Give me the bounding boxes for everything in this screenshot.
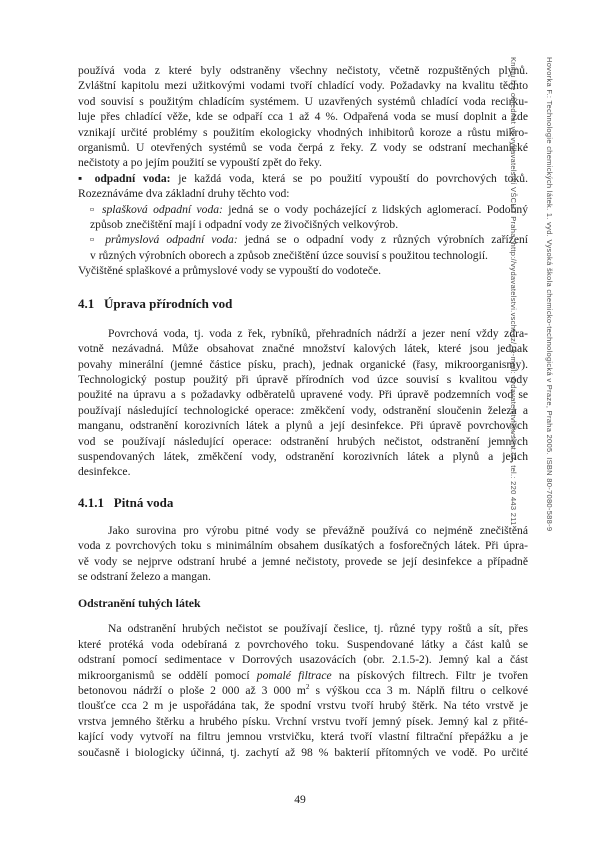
text-line: způsob znečištění mají i odpadní vody ze živočišných velkovýrob. bbox=[90, 218, 399, 232]
text-line: betonovou nádrží o ploše 2 000 až 3 000 $m^2$ s výškou cca 3 m. Náplň filtru o celkové bbox=[78, 683, 528, 697]
subbullet-sewage-water bbox=[78, 202, 528, 233]
text-line: Jako surovina pro výrobu pitné vody se převážně používá co nejméně znečištěná bbox=[108, 523, 528, 537]
text-line: kající vody vytvoří na filtru jemnou vrstvičku, která tvoří vlastní filtrační přepážku a je bbox=[78, 730, 528, 744]
text-line: ▫ průmyslová odpadní voda: jedná se o odpadní vody z různých výrobních zařízení bbox=[90, 233, 528, 247]
text-line: voda z povrchových toku s minimálním obsahem dusíkatých a fosforečných látek. Při úpra- bbox=[78, 539, 528, 553]
section-heading-4-1-1: 4.1.1 Pitná voda bbox=[78, 494, 174, 510]
subbullet-industrial-water bbox=[78, 232, 528, 263]
text-line: vznikají určité problémy s použitím ekologicky vhodných inhibitorů koroze a růstu mikro- bbox=[78, 125, 528, 139]
citation-line-2: Knihu lze objednat ve vydavatelství VŠCHT Praha, http://vydavatelstvi.vscht.cz/, e-mail: vydavatelstvi@vscht.cz, tel.: 220 443 211 bbox=[509, 57, 518, 526]
text-line: Povrchová voda, tj. voda z řek, rybníků, přehradních nádrží a jezer není vždy zdra- bbox=[108, 326, 528, 340]
text-line: odstraní pomocí sedimentace v Dorrových usazovácích (obr. 2.1.5-2). Jemný kal a část bbox=[78, 653, 528, 667]
text-line: mikroorganismů se oddělí pomocí pomalé filtrace na pískových filtrech. Filtr je tvořen bbox=[78, 668, 529, 682]
section-heading-4-1: 4.1 Úprava přírodních vod bbox=[78, 295, 233, 311]
text-line: Zvláštní kapitolu mezi užitkovými vodami tvoří chladící vody. Požadavky na kvalitu těchto bbox=[78, 79, 528, 93]
text-line: luje přes chladící věže, kde se odpaří cca 1 až 4 %. Odpařená voda se musí doplnit a zde bbox=[78, 110, 528, 124]
text-line: vě vody se nejprve odstraní hrubé a jemné nečistoty, provede se její desinfekce a případně bbox=[78, 554, 528, 568]
text-line: manganu, odstranění korozivních látek a plynů a její desinfekce. Při úpravě povrchových bbox=[78, 419, 528, 433]
text-line: Technologický postup použitý při úpravě přírodních vod úzce souvisí s kvalitou vody bbox=[78, 372, 528, 386]
text-line: votně nezávadná. Může obsahovat značné množství kalových látek, které jsou jednak bbox=[78, 342, 528, 356]
citation-sidebar bbox=[483, 57, 579, 531]
paragraph-filtration bbox=[78, 621, 528, 760]
text-line: používají následující technologické operace: změkčení vody, odstranění sloučenin železa a bbox=[78, 403, 528, 417]
text-line: které protéká voda odebíraná z povrchového toku. Suspendované látky a část kalů se bbox=[78, 637, 528, 651]
text-line: suspendovaných látek, změkčení vody, odstranění korozivních látek a plynů a jejich bbox=[78, 449, 528, 463]
paragraph-drinking-water bbox=[78, 523, 528, 585]
paragraph-treated-water bbox=[78, 263, 528, 278]
text-line: tloušťce cca 2 m je uspořádána tak, že spodní vrstvu tvoří hrubý štěrk. Na této vrstvě je bbox=[78, 699, 528, 713]
citation-line-1: Hovorka F.: Technologie chemických látek. 1. vyd. Vysoká škola chemicko-technologická v Praze, Praha 2005. ISBN 80-7080-588-9 bbox=[545, 57, 554, 532]
text-line: používá voda z které byly odstraněny všechny nečistoty, včetně rozpuštěných plynů. bbox=[78, 64, 528, 77]
text-line: Rozeznáváme dva základní druhy těchto vod: bbox=[78, 187, 290, 201]
text-line: se odstraní železo a mangan. bbox=[78, 569, 211, 583]
text-line: nečistoty a po jejím použití se vypouští zpět do řeky. bbox=[78, 156, 322, 170]
text-line: ▪ odpadní voda: je každá voda, která se po použití vypouští do povrchových toků. bbox=[78, 171, 528, 185]
page-content bbox=[78, 63, 528, 760]
paragraph-surface-water bbox=[78, 326, 528, 480]
text-line: v různých výrobních oborech a způsob znečištění úzce souvisí s použitou technologií. bbox=[90, 248, 488, 262]
text-line: Vyčištěné splaškové a průmyslové vody se vypouští do vodoteče. bbox=[78, 264, 381, 278]
text-line: použité na úpravu a s požadavky odběratelů upravené vody. Při úpravě podzemních vod se bbox=[78, 388, 528, 402]
text-line: organismů. U otevřených systémů se voda čerpá z řeky. Z vody se odstraní mechanické bbox=[78, 141, 528, 155]
text-line: desinfekce. bbox=[78, 465, 131, 479]
superscript: 2 bbox=[305, 683, 310, 692]
subheading-solids-removal: Odstranění tuhých látek bbox=[78, 596, 201, 611]
text-line: vod souvisí s použitým chladícím systémem. U uzavřených systémů chladící voda recirku- bbox=[78, 94, 528, 108]
text-line: vrstva jemného štěrku a hrubého písku. Vrchní vrstvu tvoří jemný písek. Jemný kal z přité- bbox=[78, 714, 528, 728]
text-line: povahy minerální (jemné částice písku, prach), jednak organické (řasy, mikroorganismy). bbox=[78, 357, 528, 371]
text-line: současně i biologicky účinná, tj. zachytí až 98 % bakterií přítomných ve vodě. Po určité bbox=[78, 745, 528, 759]
text-line: ▫ splašková odpadní voda: jedná se o vody pocházející z lidských aglomerací. Podobný bbox=[90, 202, 528, 216]
text-line: vod se používají následující operace: odstranění hrubých nečistot, odstranění jemných bbox=[78, 434, 528, 448]
text-line: Na odstranění hrubých nečistot se používají česlice, tj. různé typy roštů a sít, přes bbox=[108, 622, 528, 636]
paragraph-cooling-water bbox=[78, 63, 528, 171]
page-number: 49 bbox=[294, 793, 306, 806]
bullet-waste-water bbox=[78, 171, 528, 202]
